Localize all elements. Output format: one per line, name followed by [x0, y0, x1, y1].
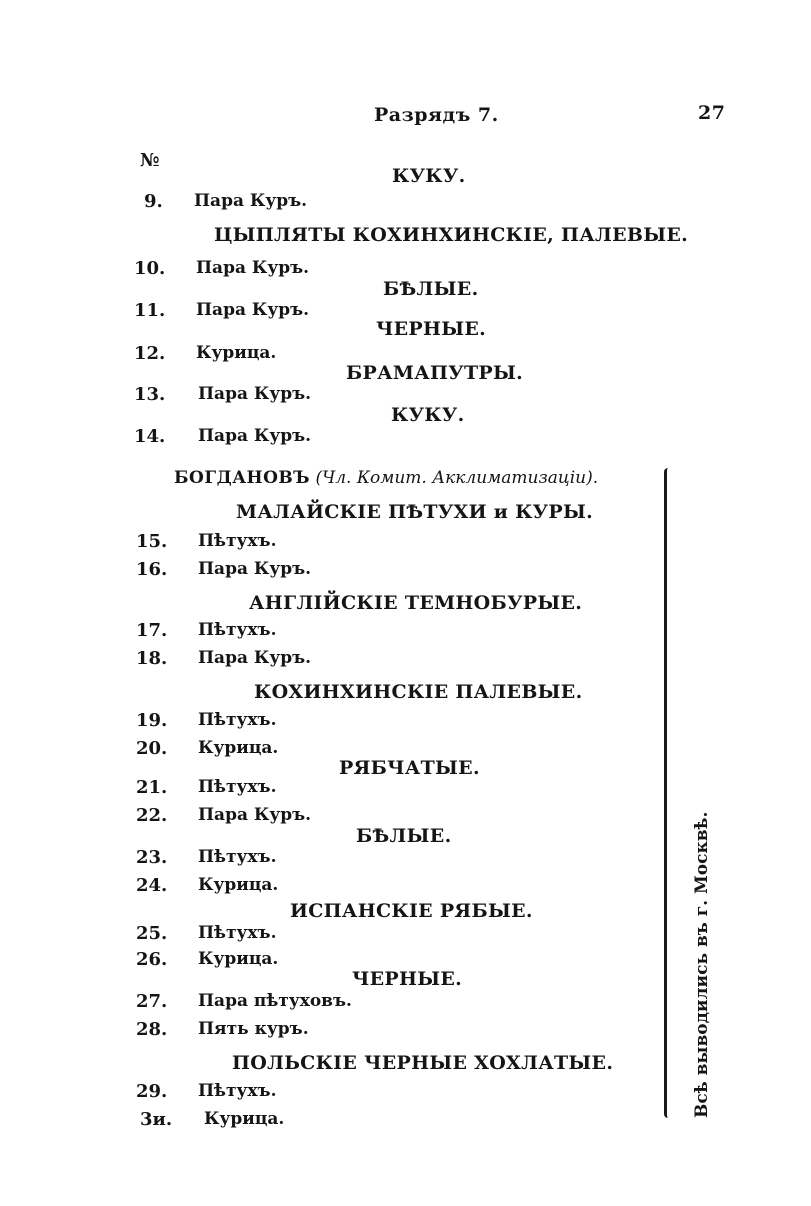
- exhibitor-name: БОГДАНОВЪ: [174, 468, 311, 488]
- breed-heading: КУКУ.: [391, 404, 465, 426]
- breed-heading: ЦЫПЛЯТЫ КОХИНХИНСКІЕ, ПАЛЕВЫЕ.: [214, 224, 689, 246]
- entry-description: Курица.: [198, 949, 279, 969]
- breed-heading: БѢЛЫЕ.: [383, 278, 479, 300]
- entry-description: Пара Куръ.: [198, 384, 312, 404]
- side-note: Всѣ выводились въ г. Москвѣ.: [692, 811, 712, 1118]
- breed-heading: ПОЛЬСКІЕ ЧЕРНЫЕ ХОХЛАТЫЕ.: [232, 1052, 614, 1074]
- entry-number: 29.: [136, 1081, 168, 1102]
- entry-number: 15.: [136, 531, 168, 552]
- number-column-label: №: [140, 150, 160, 171]
- entry-number: 25.: [136, 923, 168, 944]
- entry-description: Пять куръ.: [198, 1019, 309, 1039]
- entry-description: Пара Куръ.: [198, 559, 312, 579]
- entry-number: 24.: [136, 875, 168, 896]
- entry-description: Пара Куръ.: [194, 191, 308, 211]
- entry-description: Пара пѣтуховъ.: [198, 991, 352, 1011]
- entry-number: 16.: [136, 559, 168, 580]
- entry-description: Пѣтухъ.: [198, 847, 277, 867]
- entry-number: 3и.: [140, 1109, 173, 1130]
- entry-description: Пара Куръ.: [196, 258, 310, 278]
- breed-heading: АНГЛІЙСКІЕ ТЕМНОБУРЫЕ.: [249, 592, 583, 614]
- entry-number: 22.: [136, 805, 168, 826]
- entry-description: Пара Куръ.: [198, 805, 312, 825]
- entry-number: 13.: [134, 384, 166, 405]
- breed-heading: ЧЕРНЫЕ.: [352, 968, 463, 990]
- entry-number: 19.: [136, 710, 168, 731]
- entry-description: Пѣтухъ.: [198, 923, 277, 943]
- breed-heading: МАЛАЙСКІЕ ПѢТУХИ и КУРЫ.: [236, 501, 594, 523]
- entry-description: Курица.: [196, 343, 277, 363]
- entry-description: Пѣтухъ.: [198, 777, 277, 797]
- entry-description: Пара Куръ.: [196, 300, 310, 320]
- entry-number: 11.: [134, 300, 166, 321]
- entry-description: Курица.: [198, 738, 279, 758]
- breed-heading: ИСПАНСКІЕ РЯБЫЕ.: [290, 900, 533, 922]
- breed-heading: ЧЕРНЫЕ.: [376, 318, 487, 340]
- breed-heading: БРАМАПУТРЫ.: [346, 362, 524, 384]
- entry-number: 10.: [134, 258, 166, 279]
- entry-number: 20.: [136, 738, 168, 759]
- entry-number: 18.: [136, 648, 168, 669]
- side-bracket: [664, 468, 673, 1118]
- running-title: Разрядъ 7.: [374, 104, 499, 126]
- entry-number: 12.: [134, 343, 166, 364]
- entry-number: 9.: [144, 191, 163, 212]
- exhibitor-line: [174, 470, 598, 487]
- entry-number: 28.: [136, 1019, 168, 1040]
- entry-description: Пѣтухъ.: [198, 710, 277, 730]
- page-number: 27: [698, 102, 726, 124]
- entry-description: Пара Куръ.: [198, 426, 312, 446]
- entry-description: Пѣтухъ.: [198, 1081, 277, 1101]
- entry-description: Пѣтухъ.: [198, 620, 277, 640]
- entry-number: 14.: [134, 426, 166, 447]
- entry-number: 23.: [136, 847, 168, 868]
- breed-heading: БѢЛЫЕ.: [356, 825, 452, 847]
- breed-heading: КОХИНХИНСКІЕ ПАЛЕВЫЕ.: [254, 681, 583, 703]
- exhibitor-affiliation: (Чл. Комит. Акклиматизаціи).: [315, 468, 599, 488]
- entry-description: Курица.: [204, 1109, 285, 1129]
- entry-description: Пара Куръ.: [198, 648, 312, 668]
- entry-description: Курица.: [198, 875, 279, 895]
- entry-number: 26.: [136, 949, 168, 970]
- breed-heading: КУКУ.: [392, 165, 466, 187]
- breed-heading: РЯБЧАТЫЕ.: [339, 757, 480, 779]
- entry-description: Пѣтухъ.: [198, 531, 277, 551]
- entry-number: 21.: [136, 777, 168, 798]
- entry-number: 27.: [136, 991, 168, 1012]
- entry-number: 17.: [136, 620, 168, 641]
